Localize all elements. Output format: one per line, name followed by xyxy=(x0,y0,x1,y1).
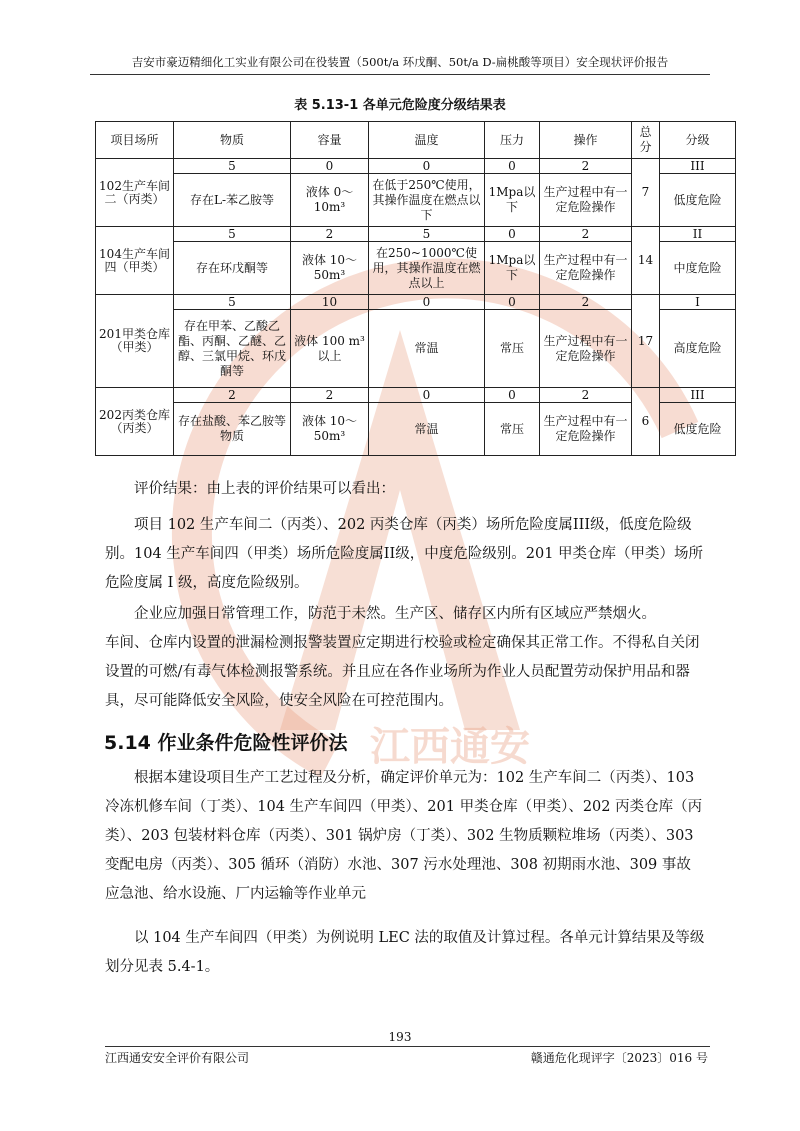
score-row xyxy=(96,388,736,403)
total-cell: 6 xyxy=(632,388,660,456)
desc-cell: 1Mpa以下 xyxy=(485,174,540,227)
result-paragraph: 项目 102 生产车间二（丙类）、202 丙类仓库（丙类）场所危险度属III级，低度危险级别。104 生产车间四（甲类）场所危险度属II级，中度危险级别。201 甲类仓库（甲类）场所危险度属 I 级，高度危险级别。 xyxy=(105,517,704,591)
level-cell: 高度危险 xyxy=(660,310,736,388)
score-cell: 5 xyxy=(174,295,291,310)
score-cell: 2 xyxy=(540,227,632,242)
score-cell: 2 xyxy=(291,227,369,242)
desc-cell: 液体 0～10m³ xyxy=(291,174,369,227)
desc-cell: 常温 xyxy=(369,403,485,456)
score-cell: 2 xyxy=(291,388,369,403)
footer-doc-number: 赣通危化现评字〔2023〕016 号 xyxy=(530,1051,708,1065)
score-cell: 5 xyxy=(174,227,291,242)
grade-cell: I xyxy=(660,295,736,310)
desc-cell: 1Mpa以下 xyxy=(485,242,540,295)
footer-rule xyxy=(105,1046,710,1047)
desc-cell: 液体 100 m³以上 xyxy=(291,310,369,388)
score-cell: 0 xyxy=(485,388,540,403)
footer-company: 江西通安安全评价有限公司 xyxy=(105,1051,250,1065)
score-cell: 0 xyxy=(485,227,540,242)
score-cell: 2 xyxy=(540,159,632,174)
total-cell: 14 xyxy=(632,227,660,295)
score-row xyxy=(96,295,736,310)
table-header-row xyxy=(96,122,736,159)
desc-cell: 生产过程中有一定危险操作 xyxy=(540,242,632,295)
header-cell: 分级 xyxy=(660,122,736,159)
desc-cell: 液体 10～50m³ xyxy=(291,242,369,295)
header-cell: 温度 xyxy=(369,122,485,159)
score-cell: 0 xyxy=(485,159,540,174)
score-cell: 0 xyxy=(369,388,485,403)
units-paragraph: 根据本建设项目生产工艺过程及分析，确定评价单元为：102 生产车间二（丙类）、103 冷冻机修车间（丁类）、104 生产车间四（甲类）、201 甲类仓库（甲类）、202 丙类仓库（丙类）、203 包装材料仓库（丙类）、301 锅炉房（丁类）、302 生物质颗粒堆场（丙类）、303 变配电房（丙类）、305 循环（消防）水池、307 污水处理池、308 初期雨水池、309 事故应急池、给水设施、厂内运输等作业单元 xyxy=(105,770,703,902)
table-title: 表 5.13-1 各单元危险度分级结果表 xyxy=(294,98,506,113)
desc-cell: 液体 10～50m³ xyxy=(291,403,369,456)
desc-cell: 在250~1000℃使用，其操作温度在燃点以上 xyxy=(369,242,485,295)
score-cell: 10 xyxy=(291,295,369,310)
desc-cell: 常压 xyxy=(485,403,540,456)
desc-cell: 存在L-苯乙胺等 xyxy=(174,174,291,227)
desc-cell: 存在环戊酮等 xyxy=(174,242,291,295)
desc-cell: 生产过程中有一定危险操作 xyxy=(540,310,632,388)
risk-grading-table xyxy=(95,121,736,456)
level-cell: 低度危险 xyxy=(660,174,736,227)
place-cell: 201甲类仓库（甲类） xyxy=(96,295,174,388)
place-cell: 104生产车间四（甲类） xyxy=(96,227,174,295)
score-cell: 5 xyxy=(369,227,485,242)
score-cell: 2 xyxy=(540,388,632,403)
place-cell: 202丙类仓库（丙类） xyxy=(96,388,174,456)
desc-cell: 在低于250℃使用，其操作温度在燃点以下 xyxy=(369,174,485,227)
page-number: 193 xyxy=(388,1030,412,1044)
grade-cell: III xyxy=(660,159,736,174)
page-header: 吉安市豪迈精细化工实业有限公司在役装置（500t/a 环戊酮、50t/a D-扁桃酸等项目）安全现状评价报告 xyxy=(131,55,669,69)
desc-cell: 常压 xyxy=(485,310,540,388)
desc-cell: 常温 xyxy=(369,310,485,388)
score-cell: 0 xyxy=(291,159,369,174)
score-cell: 0 xyxy=(369,159,485,174)
desc-cell: 生产过程中有一定危险操作 xyxy=(540,174,632,227)
desc-cell: 存在盐酸、苯乙胺等物质 xyxy=(174,403,291,456)
header-cell: 项目场所 xyxy=(96,122,174,159)
header-cell: 总分 xyxy=(632,122,660,159)
header-cell: 容量 xyxy=(291,122,369,159)
score-cell: 2 xyxy=(174,388,291,403)
score-cell: 2 xyxy=(540,295,632,310)
desc-cell: 存在甲苯、乙酸乙酯、丙酮、乙醚、乙醇、三氯甲烷、环戊酮等 xyxy=(174,310,291,388)
score-cell: 0 xyxy=(369,295,485,310)
place-cell: 102生产车间二（丙类） xyxy=(96,159,174,227)
lec-paragraph: 以 104 生产车间四（甲类）为例说明 LEC 法的取值及计算过程。各单元计算结果及等级划分见表 5.4-1。 xyxy=(105,930,705,975)
header-cell: 压力 xyxy=(485,122,540,159)
header-cell: 操作 xyxy=(540,122,632,159)
total-cell: 7 xyxy=(632,159,660,227)
grade-cell: III xyxy=(660,388,736,403)
header-cell: 物质 xyxy=(174,122,291,159)
score-row xyxy=(96,159,736,174)
score-row xyxy=(96,227,736,242)
score-cell: 0 xyxy=(485,295,540,310)
level-cell: 中度危险 xyxy=(660,242,736,295)
result-intro: 评价结果：由上表的评价结果可以看出： xyxy=(134,481,395,497)
total-cell: 17 xyxy=(632,295,660,388)
header-rule xyxy=(90,74,710,75)
measures-paragraph-continued: 车间、仓库内设置的泄漏检测报警装置应定期进行校验或检定确保其正常工作。不得私自关闭设置的可燃/有毒气体检测报警系统。并且应在各作业场所为作业人员配置劳动保护用品和器具，尽可能降低安全风险，使安全风险在可控范围内。 xyxy=(105,635,700,709)
desc-cell: 生产过程中有一定危险操作 xyxy=(540,403,632,456)
measures-paragraph: 企业应加强日常管理工作，防范于未然。生产区、储存区内所有区域应严禁烟火。 xyxy=(134,606,656,622)
section-title: 5.14 作业条件危险性评价法 xyxy=(104,732,348,754)
score-cell: 5 xyxy=(174,159,291,174)
level-cell: 低度危险 xyxy=(660,403,736,456)
watermark-text: 江西通安 xyxy=(370,724,530,770)
grade-cell: II xyxy=(660,227,736,242)
